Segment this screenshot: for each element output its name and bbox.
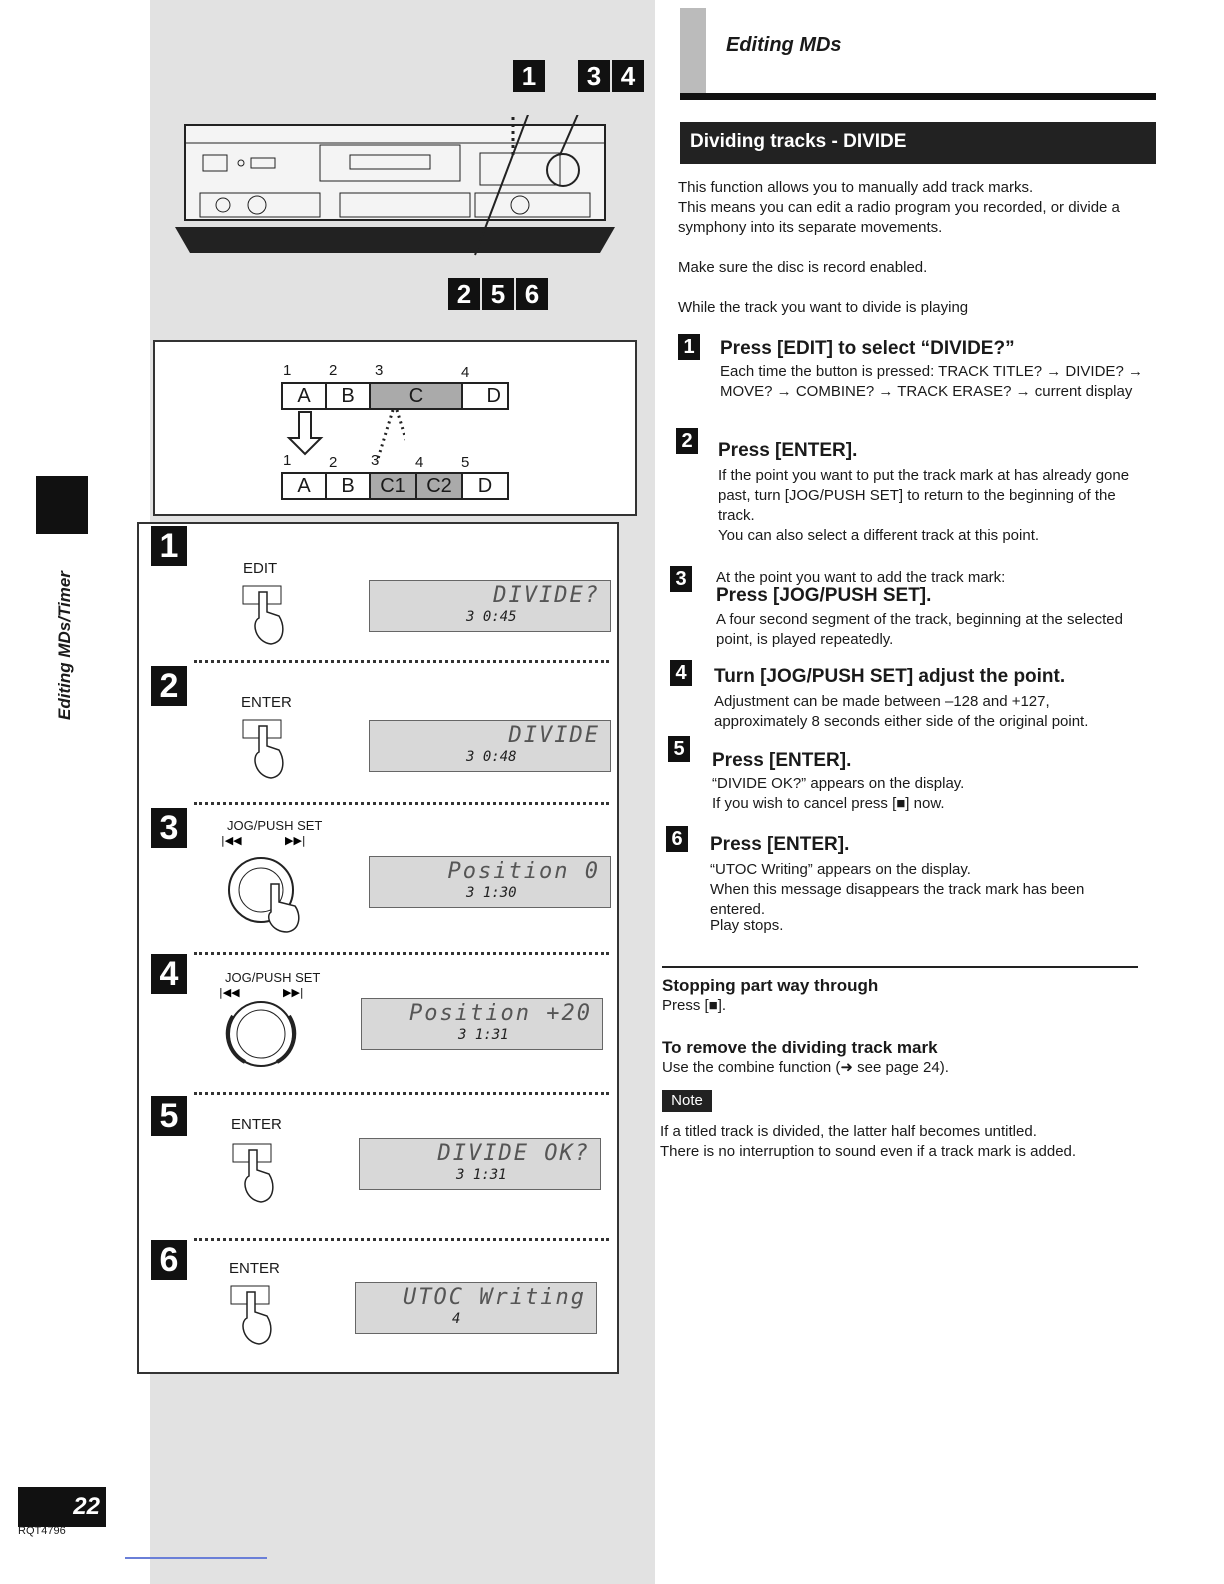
- instruction-heading: Press [EDIT] to select “DIVIDE?”: [720, 338, 1015, 359]
- after-track-number: 2: [329, 454, 338, 471]
- down-arrow-icon: [285, 410, 405, 470]
- instruction-heading: Press [ENTER].: [712, 750, 852, 771]
- lcd-main-text: Position 0: [447, 859, 600, 884]
- track-cell-divided: C2: [417, 474, 463, 498]
- panel-step-number: 6: [151, 1240, 187, 1280]
- callout-step-3: 3: [578, 60, 610, 92]
- stopping-body: Press [■].: [662, 997, 727, 1014]
- track-cell: A: [283, 474, 327, 498]
- panel-button-label: ENTER: [231, 1116, 282, 1133]
- track-cell: B: [327, 474, 371, 498]
- panel-step-number: 2: [151, 666, 187, 706]
- track-cell-divided: C: [371, 384, 463, 408]
- svg-text:|◀◀: |◀◀: [221, 834, 242, 847]
- remove-heading: To remove the dividing track mark: [662, 1038, 938, 1057]
- before-track-number: 1: [283, 362, 292, 379]
- intro-line-1: This function allows you to manually add track marks.: [678, 179, 1034, 196]
- hand-press-icon: [229, 1282, 273, 1346]
- section-rule: [662, 966, 1138, 968]
- instruction-body: Adjustment can be made between –128 and +127, approximately 8 seconds either side of the original point.: [714, 693, 1089, 730]
- instruction-body-2: If you wish to cancel press [■] now.: [712, 795, 945, 812]
- panel-step-number: 5: [151, 1096, 187, 1136]
- header-rule: [680, 93, 1156, 100]
- instruction-body-2: You can also select a different track at this point.: [718, 527, 1040, 544]
- instruction-body: “UTOC Writing” appears on the display.: [710, 861, 971, 878]
- instruction-number: 1: [678, 334, 700, 360]
- stopping-heading: Stopping part way through: [662, 976, 879, 995]
- before-track-number: 4: [461, 364, 470, 381]
- after-track-number: 4: [415, 454, 424, 471]
- instruction-body: If the point you want to put the track mark at has already gone past, turn [JOG/PUSH SET] to return to the beginning of the track.: [718, 467, 1130, 524]
- lcd-display: [361, 998, 603, 1050]
- panel-button-label: JOG/PUSH SET: [225, 970, 321, 985]
- after-track-row: [281, 472, 509, 500]
- before-track-row: [281, 382, 509, 410]
- instruction-pre: At the point you want to add the track mark:: [716, 569, 1006, 586]
- track-cell: D: [486, 385, 501, 407]
- callout-step-6: 6: [516, 278, 548, 310]
- intro-line-4: While the track you want to divide is playing: [678, 299, 969, 316]
- panel-step-number: 1: [151, 526, 187, 566]
- page-number: 22: [18, 1487, 106, 1527]
- lcd-sub-text: 3 1:31: [456, 1167, 507, 1183]
- before-track-number: 3: [375, 362, 384, 379]
- panel-step-2: [139, 664, 617, 802]
- instruction-heading: Press [ENTER].: [718, 440, 858, 461]
- panel-button-label: ENTER: [229, 1260, 280, 1277]
- note-badge: Note: [662, 1090, 712, 1112]
- lcd-display: [359, 1138, 601, 1190]
- track-cell-divided: C1: [371, 474, 417, 498]
- callout-step-5: 5: [482, 278, 514, 310]
- panel-step-3: [139, 806, 617, 944]
- instruction-body: Each time the button is pressed: TRACK TITLE? → DIVIDE? → MOVE? → COMBINE? → TRACK ERASE? → current display: [720, 363, 1143, 400]
- lcd-sub-text: 3 1:31: [458, 1027, 509, 1043]
- hand-press-icon: [241, 716, 285, 780]
- after-track-number: 3: [371, 452, 380, 469]
- svg-text:▶▶|: ▶▶|: [283, 986, 304, 999]
- track-cell: B: [327, 384, 371, 408]
- lcd-display: [369, 720, 611, 772]
- sidebar-section-label: [50, 571, 78, 720]
- svg-text:|◀◀: |◀◀: [219, 986, 240, 999]
- track-cell: A: [283, 384, 327, 408]
- instruction-heading: Turn [JOG/PUSH SET] adjust the point.: [714, 666, 1066, 687]
- instruction-body: “DIVIDE OK?” appears on the display.: [712, 775, 965, 792]
- header-accent-bar: [680, 8, 706, 93]
- instruction-number: 5: [668, 736, 690, 762]
- note-line-1: If a titled track is divided, the latter half becomes untitled.: [660, 1123, 1037, 1140]
- after-track-number: 1: [283, 452, 292, 469]
- panel-step-number: 3: [151, 808, 187, 848]
- track-cell: D: [477, 475, 493, 497]
- callout-step-2: 2: [448, 278, 480, 310]
- callout-step-4: 4: [612, 60, 644, 92]
- before-track-number: 2: [329, 362, 338, 379]
- lcd-main-text: DIVIDE?: [493, 583, 600, 608]
- instruction-number: 2: [676, 428, 698, 454]
- lcd-sub-text: 4: [452, 1311, 461, 1327]
- instruction-number: 6: [666, 826, 688, 852]
- panel-step-4: [139, 952, 617, 1090]
- jog-dial-icon: [221, 834, 321, 934]
- intro-line-2: This means you can edit a radio program you recorded, or divide a symphony into its separate movements.: [678, 199, 1120, 236]
- bottom-link-line: [125, 1557, 267, 1559]
- instruction-body: A four second segment of the track, beginning at the selected point, is played repeatedly.: [716, 611, 1123, 648]
- lcd-display: [355, 1282, 597, 1334]
- lcd-main-text: Position +20: [409, 1001, 592, 1026]
- lcd-main-text: DIVIDE: [508, 723, 600, 748]
- after-track-number: 5: [461, 454, 470, 471]
- panel-button-label: JOG/PUSH SET: [227, 818, 323, 833]
- steps-panel: [137, 522, 619, 1374]
- model-code: RQT4796: [18, 1525, 66, 1537]
- jog-dial-turn-icon: [219, 986, 319, 1076]
- lcd-display: [369, 580, 611, 632]
- sidebar-section-text: Editing MDs/Timer: [55, 571, 74, 720]
- page-title: Editing MDs: [726, 34, 842, 56]
- callout-step-1: 1: [513, 60, 545, 92]
- md-deck-illustration: [175, 115, 615, 265]
- panel-step-5: [139, 1094, 617, 1232]
- note-line-2: There is no interruption to sound even if a track mark is added.: [660, 1143, 1077, 1160]
- lcd-main-text: DIVIDE OK?: [437, 1141, 590, 1166]
- section-title: Dividing tracks - DIVIDE: [680, 122, 1156, 164]
- lcd-main-text: UTOC Writing: [403, 1285, 586, 1310]
- instruction-body-3: Play stops.: [710, 917, 784, 934]
- hand-press-icon: [231, 1140, 275, 1204]
- lcd-display: [369, 856, 611, 908]
- lcd-sub-text: 3 0:45: [466, 609, 517, 625]
- dotted-divider: [194, 802, 609, 805]
- panel-step-6: [139, 1238, 617, 1368]
- remove-body: Use the combine function (➜ see page 24).: [662, 1059, 949, 1076]
- instruction-body-2: When this message disappears the track mark has been entered.: [710, 881, 1085, 918]
- instruction-number: 4: [670, 660, 692, 686]
- panel-step-1: [139, 524, 617, 662]
- instruction-heading: Press [ENTER].: [710, 834, 850, 855]
- divide-diagram: [153, 340, 637, 516]
- dotted-divider: [194, 660, 609, 663]
- lcd-sub-text: 3 0:48: [466, 749, 517, 765]
- lcd-sub-text: 3 1:30: [466, 885, 517, 901]
- sidebar-tab-marker: [36, 476, 88, 534]
- panel-button-label: ENTER: [241, 694, 292, 711]
- instruction-number: 3: [670, 566, 692, 592]
- hand-press-icon: [241, 582, 285, 646]
- instruction-heading: Press [JOG/PUSH SET].: [716, 585, 932, 606]
- intro-line-3: Make sure the disc is record enabled.: [678, 259, 928, 276]
- svg-text:▶▶|: ▶▶|: [285, 834, 306, 847]
- panel-step-number: 4: [151, 954, 187, 994]
- panel-button-label: EDIT: [243, 560, 278, 577]
